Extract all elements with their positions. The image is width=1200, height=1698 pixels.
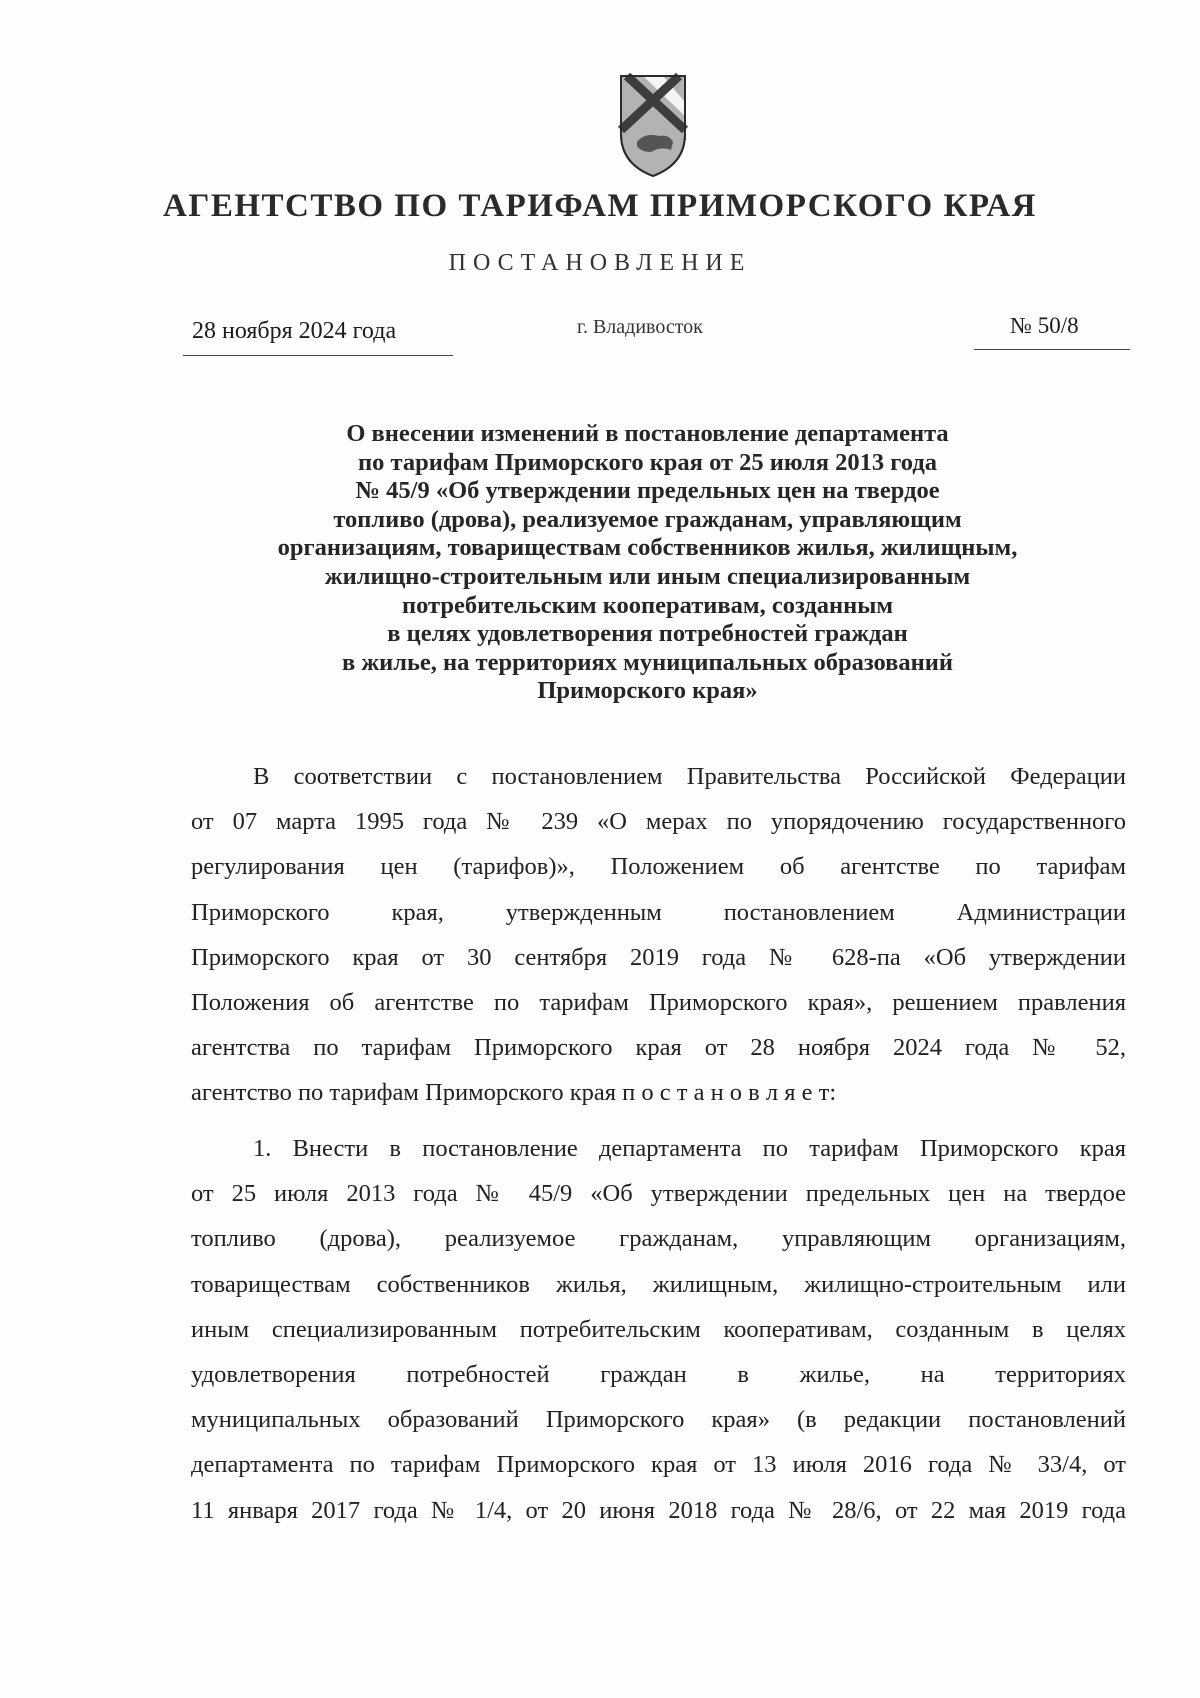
text-line: муниципальных образований Приморского края» (в редакции постановлений xyxy=(191,1406,1126,1434)
text-line: В соответствии с постановлением Правительства Российской Федерации xyxy=(253,763,1126,790)
document-city: г. Владивосток xyxy=(577,316,703,338)
document-title xyxy=(220,420,1075,706)
text-line: 1. Внести в постановление департамента по тарифам Приморского края xyxy=(253,1135,1126,1162)
document-type: ПОСТАНОВЛЕНИЕ xyxy=(448,250,752,276)
text-line: Приморского края от 30 сентября 2019 года № 628-па «Об утверждении xyxy=(191,943,1126,971)
document-number: № 50/8 xyxy=(1010,313,1079,338)
text-line: товариществам собственников жилья, жилищным, жилищно-строительным или xyxy=(191,1270,1126,1298)
date-underline xyxy=(183,355,453,356)
text-line: агентства по тарифам Приморского края от 28 ноября 2024 года № 52, xyxy=(191,1034,1126,1062)
document-date: 28 ноября 2024 года xyxy=(192,318,397,344)
preamble-paragraph xyxy=(191,754,1126,1116)
text-line: 11 января 2017 года № 1/4, от 20 июня 2018 года № 28/6, от 22 мая 2019 года xyxy=(191,1496,1126,1524)
coat-of-arms-icon xyxy=(615,72,691,180)
title-line: О внесении изменений в постановление департамента xyxy=(346,420,949,447)
clause-1-paragraph xyxy=(191,1126,1126,1533)
title-line: в жилье, на территориях муниципальных образований xyxy=(341,648,954,676)
text-line: удовлетворения потребностей граждан в жилье, на территориях xyxy=(191,1360,1126,1388)
text-line: департамента по тарифам Приморского края от 13 июля 2016 года № 33/4, от xyxy=(191,1451,1126,1479)
title-line: № 45/9 «Об утверждении предельных цен на твердое xyxy=(355,477,940,505)
text-line: регулирования цен (тарифов)», Положением об агентстве по тарифам xyxy=(191,853,1126,881)
text-line: от 25 июля 2013 года № 45/9 «Об утверждении предельных цен на твердое xyxy=(191,1180,1126,1208)
title-line: организациям, товариществам собственников жилья, жилищным, xyxy=(277,534,1018,562)
text-line: иным специализированным потребительским кооперативам, созданным в целях xyxy=(191,1315,1126,1343)
text-line: от 07 марта 1995 года № 239 «О мерах по упорядочению государственного xyxy=(191,808,1126,836)
title-line: жилищно-строительным или иным специализированным xyxy=(324,562,971,590)
text-line: Приморского края, утвержденным постановлением Администрации xyxy=(191,898,1126,926)
text-line: Положения об агентстве по тарифам Приморского края», решением правления xyxy=(191,988,1126,1016)
number-underline xyxy=(974,349,1130,350)
title-line: Приморского края» xyxy=(537,677,758,705)
title-line: потребительским кооперативам, созданным xyxy=(401,591,894,619)
text-line: агентство по тарифам Приморского края п о с т а н о в л я е т: xyxy=(191,1079,837,1107)
title-line: топливо (дрова), реализуемое гражданам, управляющим xyxy=(333,505,962,533)
title-line: в целях удовлетворения потребностей граждан xyxy=(387,620,908,648)
agency-name: АГЕНТСТВО ПО ТАРИФАМ ПРИМОРСКОГО КРАЯ xyxy=(163,188,1037,224)
title-line: по тарифам Приморского края от 25 июля 2013 года xyxy=(358,448,937,476)
text-line: топливо (дрова), реализуемое гражданам, управляющим организациям, xyxy=(191,1225,1126,1253)
